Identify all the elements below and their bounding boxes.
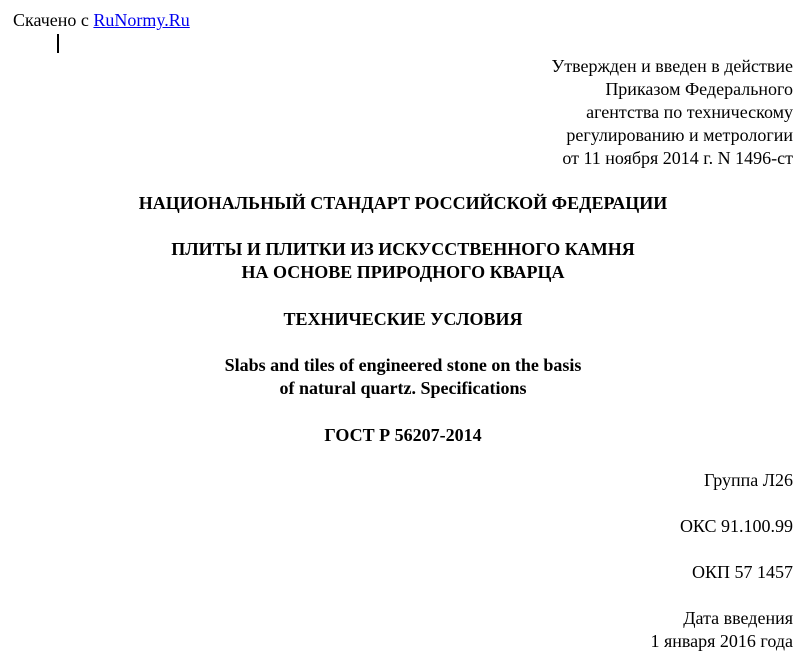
gost-number	[0, 424, 799, 447]
subtitle-text: ТЕХНИЧЕСКИЕ УСЛОВИЯ	[283, 309, 523, 329]
national-standard-heading	[0, 192, 799, 215]
approval-line: Утвержден и введен в действие	[551, 56, 793, 76]
title-line: ПЛИТЫ И ПЛИТКИ ИЗ ИСКУССТВЕННОГО КАМНЯ	[171, 239, 635, 259]
approval-line: Приказом Федерального	[605, 79, 793, 99]
gost-number-text: ГОСТ Р 56207-2014	[324, 425, 482, 445]
oks-code: ОКС 91.100.99	[679, 516, 793, 536]
national-standard-text: НАЦИОНАЛЬНЫЙ СТАНДАРТ РОССИЙСКОЙ ФЕДЕРАЦИИ	[138, 193, 668, 213]
approval-line: от 11 ноября 2014 г. N 1496-ст	[562, 148, 793, 168]
document-subtitle	[0, 308, 799, 331]
approval-line: агентства по техническому	[586, 102, 793, 122]
okp-code: ОКП 57 1457	[691, 562, 793, 582]
introduction-date-block	[650, 607, 793, 653]
document-title	[0, 238, 799, 284]
text-cursor	[57, 34, 59, 53]
approval-block	[551, 55, 793, 170]
english-title	[0, 354, 799, 400]
source-prefix: Скачено с	[13, 10, 94, 30]
source-link[interactable]: RuNormy.Ru	[93, 10, 190, 30]
approval-line: регулированию и метрологии	[566, 125, 793, 145]
introduction-date: 1 января 2016 года	[650, 631, 793, 651]
english-title-line: Slabs and tiles of engineered stone on the basis	[224, 355, 582, 375]
group-code: Группа Л26	[704, 470, 793, 490]
english-title-line: of natural quartz. Specifications	[279, 378, 527, 398]
source-line	[13, 9, 190, 32]
introduction-label: Дата введения	[683, 608, 793, 628]
title-line: НА ОСНОВЕ ПРИРОДНОГО КВАРЦА	[241, 262, 565, 282]
